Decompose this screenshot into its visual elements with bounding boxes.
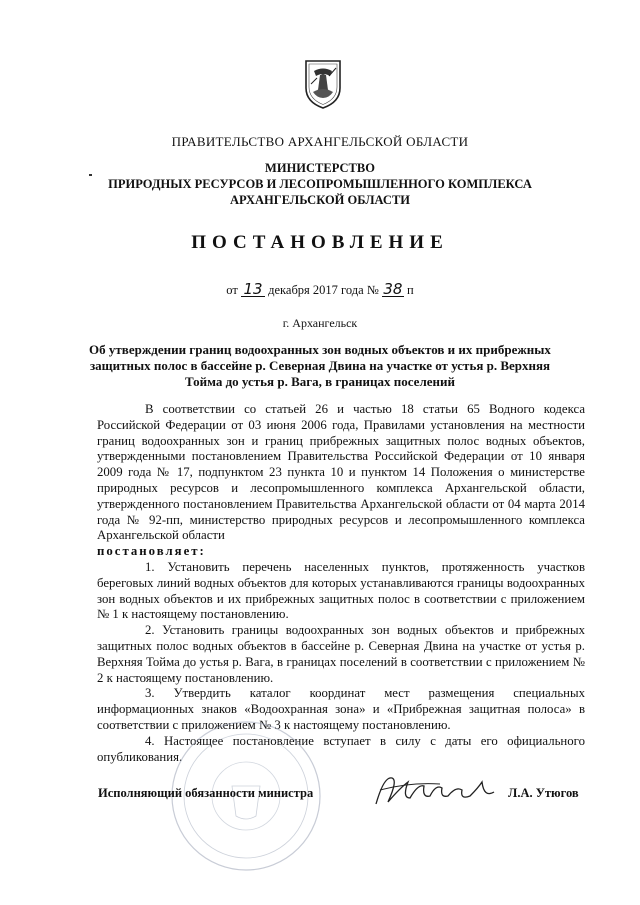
document-body: [97, 402, 585, 765]
item-paragraph: 3. Утвердить каталог координат мест размещения специальных информационных знаков «Водоохранная зона» и «Прибрежная защитная полоса» в соответствии с приложением № 3 к настоящему постановлению.: [97, 686, 585, 732]
subject-line: защитных полос в бассейне р. Северная Двина на участке от устья р. Верхняя: [89, 358, 551, 373]
subject-line: Тойма до устья р. Вага, в границах поселений: [185, 374, 455, 389]
subject-heading: [0, 342, 640, 390]
document-type-title: ПОСТАНОВЛЕНИЕ: [191, 232, 449, 253]
number-sign: №: [366, 283, 379, 297]
resolves-word: постановляет:: [97, 544, 206, 559]
item-paragraph: 4. Настоящее постановление вступает в силу с даты его официального опубликования.: [97, 733, 585, 764]
ministry-heading: [0, 160, 640, 208]
coat-of-arms-emblem: [303, 58, 343, 110]
date-day: 13: [241, 283, 265, 297]
date-month-year: декабря 2017 года: [268, 283, 364, 297]
date-number-line: [0, 280, 640, 298]
signatory-name: Л.А. Утюгов: [508, 786, 579, 800]
ministry-line: МИНИСТЕРСТВО: [265, 161, 375, 175]
ministry-line: ПРИРОДНЫХ РЕСУРСОВ И ЛЕСОПРОМЫШЛЕННОГО КОМПЛЕКСА: [108, 177, 532, 191]
signatory-role: Исполняющий обязанности министра: [98, 786, 314, 800]
number-suffix: п: [407, 283, 414, 297]
subject-line: Об утверждении границ водоохранных зон водных объектов и их прибрежных: [89, 342, 551, 357]
item-paragraph: 2. Установить границы водоохранных зон водных объектов и прибрежных защитных полос водных объектов в бассейне р. Северная Двина на участке от устья р. Верхняя Тойма до устья р. Вага, в границах поселений в соответствии с приложением № 2 к настоящему постановлению.: [97, 623, 585, 685]
preamble-paragraph: В соответствии со статьей 26 и частью 18 статьи 65 Водного кодекса Российской Федерации от 03 июня 2006 года, Правилами установления на местности границ водоохранных зон и границ прибрежных защитных полос водных объектов, утвержденными постановлением Правительства Российской Федерации от 10 января 2009 года № 17, подпунктом 23 пункта 10 и пунктом 14 Положения о министерстве природных ресурсов и лесопромышленного комплекса Архангельской области, утвержденного постановлением Правительства Архангельской области от 04 марта 2014 года № 92-пп, министерство природных ресурсов и лесопромышленного комплекса Архангельской области: [97, 402, 585, 543]
item-paragraph: 1. Установить перечень населенных пунктов, протяженность участков береговых линий водных объектов для которых устанавливаются границы водоохранных зон водных объектов и их прибрежных защитных полос в соответствии с приложением № 1 к настоящему постановлению.: [97, 559, 585, 622]
ministry-line: АРХАНГЕЛЬСКОЙ ОБЛАСТИ: [230, 193, 410, 207]
document-number: 38: [383, 280, 403, 298]
date-prefix: от: [226, 283, 238, 297]
city-line: г. Архангельск: [282, 316, 358, 330]
handwritten-signature: [370, 768, 500, 813]
government-heading: ПРАВИТЕЛЬСТВО АРХАНГЕЛЬСКОЙ ОБЛАСТИ: [171, 134, 469, 149]
